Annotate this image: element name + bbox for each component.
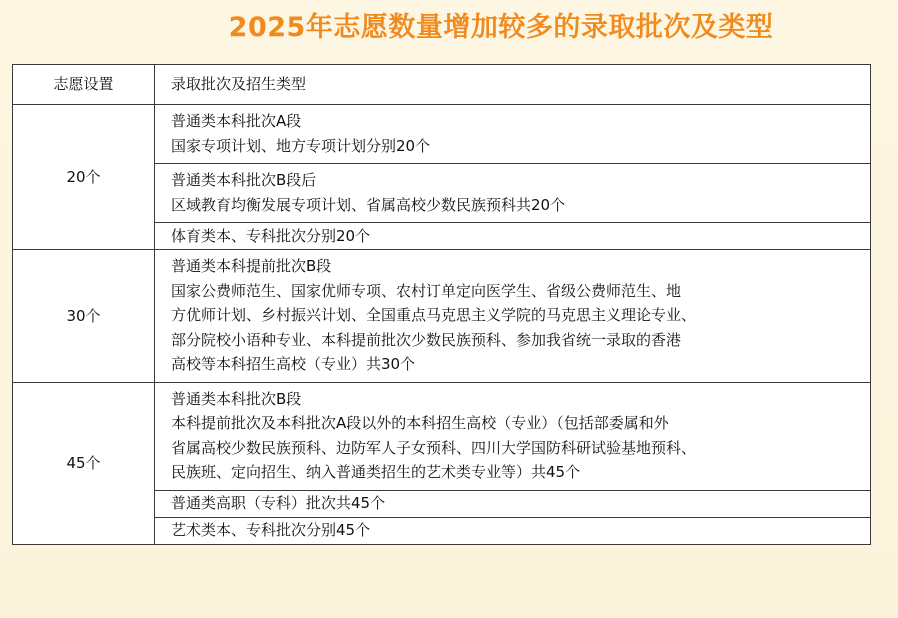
batch-cell [155, 223, 871, 250]
batch-cell [155, 382, 871, 490]
table-row [13, 250, 871, 383]
batch-line: 普通类本科批次A段 [171, 112, 302, 130]
batch-line: 体育类本、专科批次分别20个 [171, 226, 371, 245]
batch-cell [155, 105, 871, 164]
batch-line: 普通类本科批次B段 [171, 389, 302, 408]
batch-line: 普通类本科提前批次B段 [171, 257, 332, 275]
batch-line: 部分院校小语种专业、本科提前批次少数民族预科、参加我省统一录取的香港 [171, 330, 682, 349]
page-title: 2025年志愿数量增加较多的录取批次及类型 [228, 12, 774, 43]
batch-cell [155, 164, 871, 223]
header-volunteer-setting: 志愿设置 [13, 65, 155, 105]
batch-line: 区域教育均衡发展专项计划、省属高校少数民族预科共20个 [171, 195, 566, 214]
table-row [13, 105, 871, 164]
volunteer-count-cell: 20个 [13, 105, 155, 250]
batch-line: 方优师计划、乡村振兴计划、全国重点马克思主义学院的马克思主义理论专业、 [171, 306, 697, 324]
batch-line: 普通类高职（专科）批次共45个 [171, 494, 386, 513]
header-batch-type: 录取批次及招生类型 [155, 65, 871, 105]
admission-batch-table [12, 64, 871, 545]
batch-cell [155, 517, 871, 544]
batch-line: 省属高校少数民族预科、边防军人子女预科、四川大学国防科研试验基地预科、 [171, 438, 697, 457]
batch-line: 高校等本科招生高校（专业）共30个 [171, 355, 416, 373]
batch-line: 普通类本科批次B段后 [171, 171, 317, 189]
batch-line: 本科提前批次及本科批次A段以外的本科招生高校（专业）（包括部委属和外 [171, 414, 669, 432]
batch-line: 民族班、定向招生、纳入普通类招生的艺术类专业等）共45个 [171, 463, 581, 481]
batch-line: 国家专项计划、地方专项计划分别20个 [171, 136, 431, 155]
batch-line: 艺术类本、专科批次分别45个 [171, 521, 371, 540]
batch-cell [155, 490, 871, 517]
volunteer-count-cell: 45个 [13, 382, 155, 544]
volunteer-count-cell: 30个 [13, 250, 155, 383]
table-row [13, 382, 871, 490]
batch-line: 国家公费师范生、国家优师专项、农村订单定向医学生、省级公费师范生、地 [171, 281, 682, 300]
table-header-row [13, 65, 871, 105]
batch-cell [155, 250, 871, 383]
